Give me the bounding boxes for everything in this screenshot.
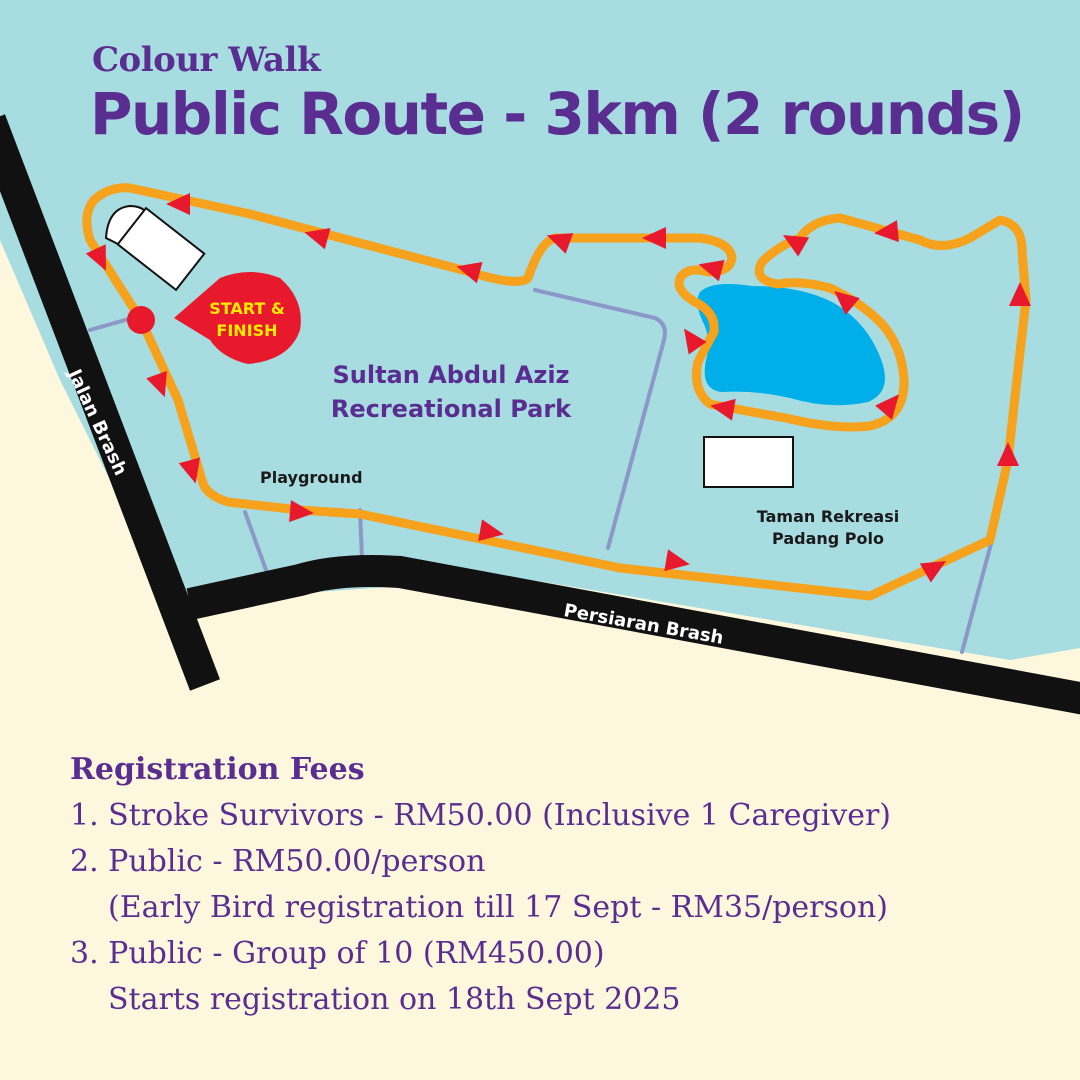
fee-item: 1. Stroke Survivors - RM50.00 (Inclusive 1 Caregiver) xyxy=(70,798,892,833)
fee-item-note: Starts registration on 18th Sept 2025 xyxy=(108,982,681,1017)
park-name-line1: Sultan Abdul Aziz xyxy=(332,361,570,389)
start-line1: START & xyxy=(209,299,285,318)
taman-label xyxy=(746,506,910,550)
road-label-jalan-brash: Jalan Brash xyxy=(63,366,131,479)
start-finish-label xyxy=(206,298,288,342)
route-title: Public Route - 3km (2 rounds) xyxy=(90,80,1024,148)
taman-line1: Taman Rekreasi xyxy=(756,507,900,526)
fee-item: 2. Public - RM50.00/person xyxy=(70,844,486,879)
building-icon xyxy=(704,437,793,487)
road-label-persiaran-brash: Persiaran Brash xyxy=(562,600,726,649)
start-line2: FINISH xyxy=(216,321,278,340)
fee-item-note: (Early Bird registration till 17 Sept - RM35/person) xyxy=(108,890,888,925)
registration-fees xyxy=(70,752,891,1023)
park-name-line2: Recreational Park xyxy=(330,395,572,423)
taman-line2: Padang Polo xyxy=(772,529,884,548)
park-name xyxy=(326,358,576,426)
playground-label: Playground xyxy=(260,468,363,487)
fees-heading: Registration Fees xyxy=(70,752,365,787)
fee-item: 3. Public - Group of 10 (RM450.00) xyxy=(70,936,605,971)
event-name: Colour Walk xyxy=(92,40,321,80)
